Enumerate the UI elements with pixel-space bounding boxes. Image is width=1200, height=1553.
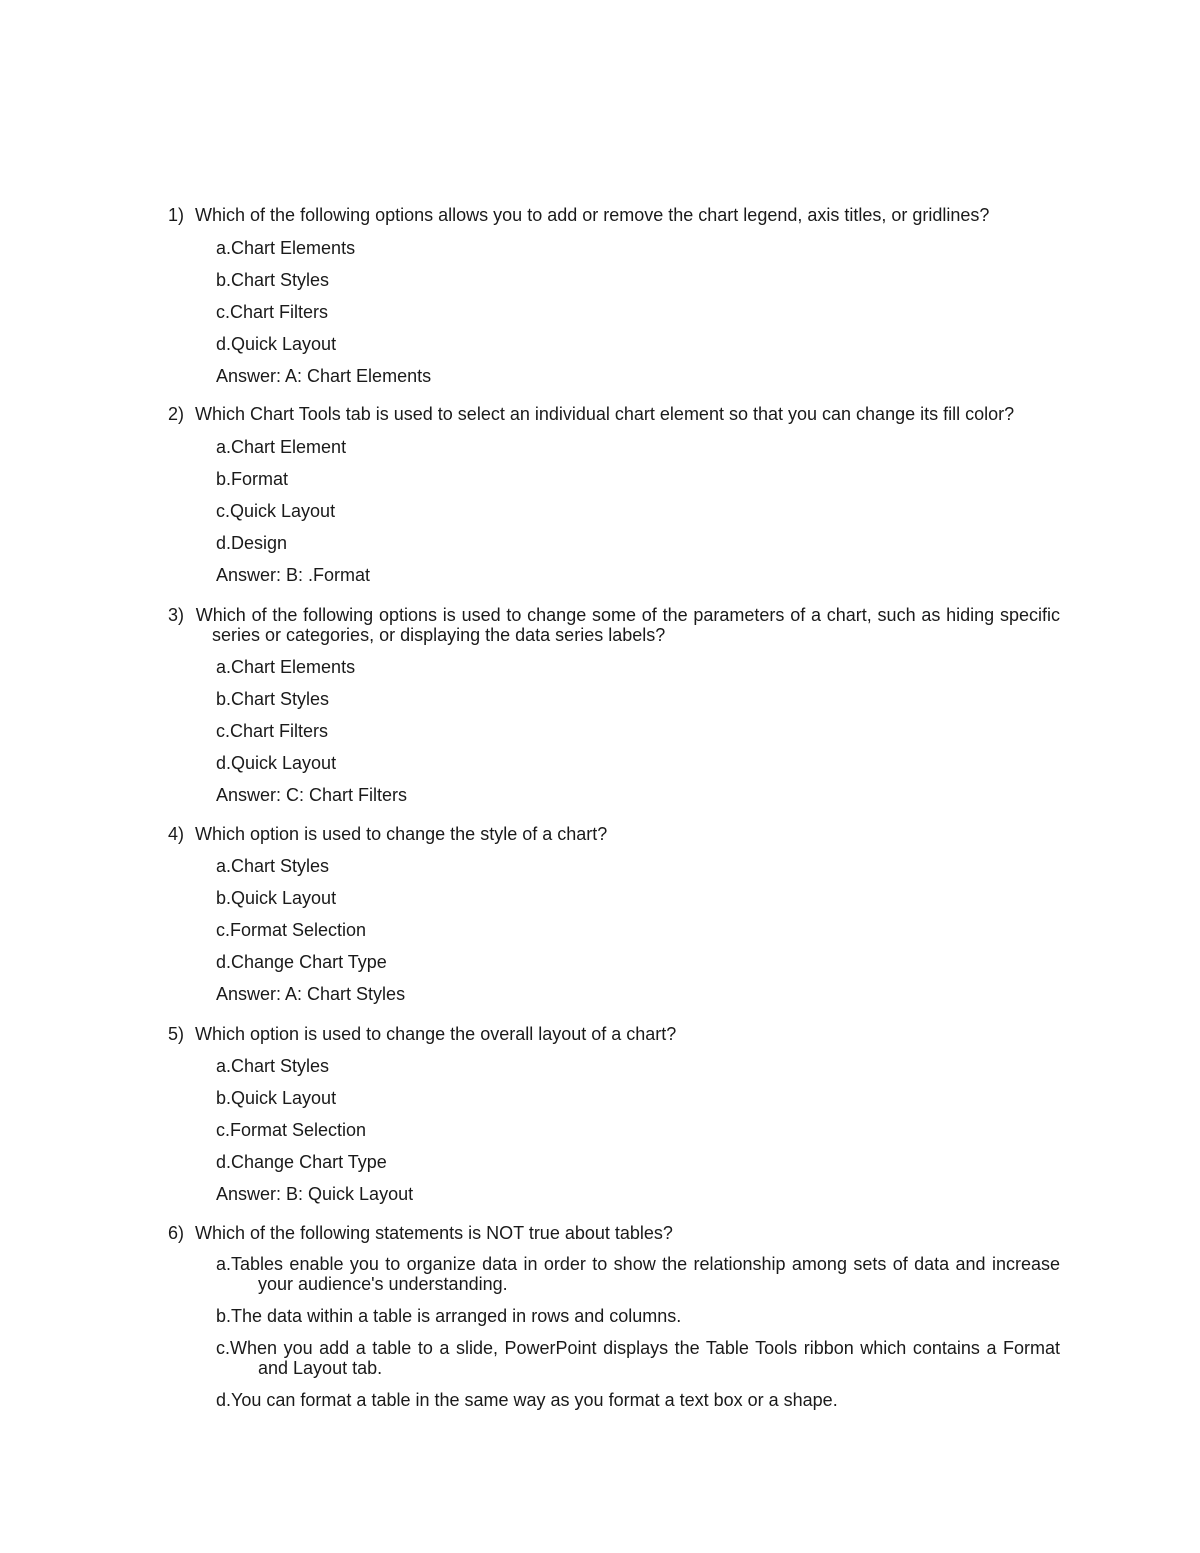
option-b (216, 1306, 1060, 1326)
option-a (216, 1056, 1060, 1076)
question-number: 1) (168, 205, 185, 225)
option-text: Quick Layout (231, 334, 337, 354)
option-text: Chart Styles (231, 270, 330, 290)
question-number: 6) (168, 1223, 185, 1243)
option-d (216, 334, 1060, 354)
option-text: Chart Element (231, 437, 347, 457)
question-text (168, 824, 1060, 844)
option-text: Tables enable you to organize data in order to show the relationship among sets of data and increase your audience's understanding. (231, 1254, 1060, 1294)
option-letter: b. (216, 1088, 232, 1108)
option-letter: a. (216, 657, 232, 677)
question-prompt: Which of the following options allows you to add or remove the chart legend, axis titles, or gridlines? (195, 205, 990, 225)
option-text: Chart Styles (231, 1056, 330, 1076)
option-b (216, 469, 1060, 489)
question-text (168, 205, 1060, 225)
question-prompt: Which Chart Tools tab is used to select an individual chart element so that you can change its fill color? (195, 404, 1015, 424)
option-letter: a. (216, 437, 232, 457)
option-c (216, 721, 1060, 741)
answer-line: Answer: B: .Format (216, 565, 371, 585)
option-a (216, 657, 1060, 677)
option-text: Chart Styles (231, 689, 330, 709)
question-prompt: Which of the following options is used to change some of the parameters of a chart, such as hiding specific series or categories, or displaying the data series labels? (195, 605, 1060, 645)
question-number: 5) (168, 1024, 185, 1044)
option-letter: d. (216, 334, 232, 354)
option-c (216, 1338, 1060, 1378)
option-d (216, 952, 1060, 972)
option-list (168, 238, 1060, 354)
option-b (216, 689, 1060, 709)
question-text (168, 1223, 1060, 1243)
option-text: You can format a table in the same way as you format a text box or a shape. (231, 1390, 838, 1410)
option-list (168, 437, 1060, 553)
option-letter: a. (216, 238, 232, 258)
option-letter: d. (216, 952, 232, 972)
option-letter: b. (216, 270, 232, 290)
option-letter: a. (216, 1254, 232, 1274)
option-d (216, 533, 1060, 553)
option-text: Quick Layout (231, 753, 337, 773)
option-d (216, 753, 1060, 773)
option-letter: d. (216, 753, 232, 773)
question-5 (168, 1024, 1060, 1204)
option-letter: c. (216, 302, 231, 322)
option-letter: a. (216, 1056, 232, 1076)
option-letter: c. (216, 1120, 231, 1140)
option-letter: a. (216, 856, 232, 876)
option-text: Chart Elements (231, 238, 356, 258)
option-b (216, 270, 1060, 290)
option-letter: d. (216, 1390, 232, 1410)
option-text: Format Selection (230, 920, 367, 940)
option-letter: b. (216, 469, 232, 489)
option-text: The data within a table is arranged in rows and columns. (231, 1306, 682, 1326)
answer-line: Answer: B: Quick Layout (216, 1184, 414, 1204)
option-text: Quick Layout (231, 888, 337, 908)
question-6 (168, 1223, 1060, 1410)
option-text: Change Chart Type (231, 952, 387, 972)
question-1 (168, 205, 1060, 386)
option-d (216, 1390, 1060, 1410)
option-letter: c. (216, 1338, 231, 1358)
question-prompt: Which option is used to change the style of a chart? (195, 824, 608, 844)
option-letter: b. (216, 888, 232, 908)
option-c (216, 920, 1060, 940)
option-c (216, 1120, 1060, 1140)
question-3 (168, 605, 1060, 805)
option-text: Chart Filters (230, 721, 329, 741)
option-text: Format (231, 469, 289, 489)
option-text: When you add a table to a slide, PowerPoint displays the Table Tools ribbon which contains a Format and Layout tab. (230, 1338, 1060, 1378)
option-list (168, 657, 1060, 773)
option-text: Chart Filters (230, 302, 329, 322)
option-letter: d. (216, 533, 232, 553)
option-text: Change Chart Type (231, 1152, 387, 1172)
answer-line: Answer: A: Chart Styles (216, 984, 406, 1004)
option-text: Quick Layout (230, 501, 336, 521)
option-letter: d. (216, 1152, 232, 1172)
question-text (168, 605, 1060, 645)
question-2 (168, 404, 1060, 585)
question-text (168, 404, 1060, 424)
option-letter: c. (216, 920, 231, 940)
option-list (168, 1056, 1060, 1172)
option-text: Quick Layout (231, 1088, 337, 1108)
question-number: 4) (168, 824, 185, 844)
option-a (216, 856, 1060, 876)
option-c (216, 302, 1060, 322)
option-d (216, 1152, 1060, 1172)
question-prompt: Which option is used to change the overall layout of a chart? (195, 1024, 677, 1044)
option-text: Chart Elements (231, 657, 356, 677)
option-b (216, 888, 1060, 908)
answer-line: Answer: C: Chart Filters (216, 785, 408, 805)
option-a (216, 238, 1060, 258)
question-number: 3) (168, 605, 185, 625)
option-letter: b. (216, 689, 232, 709)
option-text: Design (231, 533, 288, 553)
question-4 (168, 824, 1060, 1004)
question-text (168, 1024, 1060, 1044)
option-c (216, 501, 1060, 521)
option-list (168, 1254, 1060, 1410)
option-letter: c. (216, 501, 231, 521)
option-text: Format Selection (230, 1120, 367, 1140)
option-text: Chart Styles (231, 856, 330, 876)
option-letter: b. (216, 1306, 232, 1326)
option-list (168, 856, 1060, 972)
answer-line: Answer: A: Chart Elements (216, 366, 432, 386)
question-prompt: Which of the following statements is NOT true about tables? (195, 1223, 673, 1243)
option-letter: c. (216, 721, 231, 741)
option-a (216, 1254, 1060, 1294)
question-number: 2) (168, 404, 185, 424)
option-b (216, 1088, 1060, 1108)
option-a (216, 437, 1060, 457)
